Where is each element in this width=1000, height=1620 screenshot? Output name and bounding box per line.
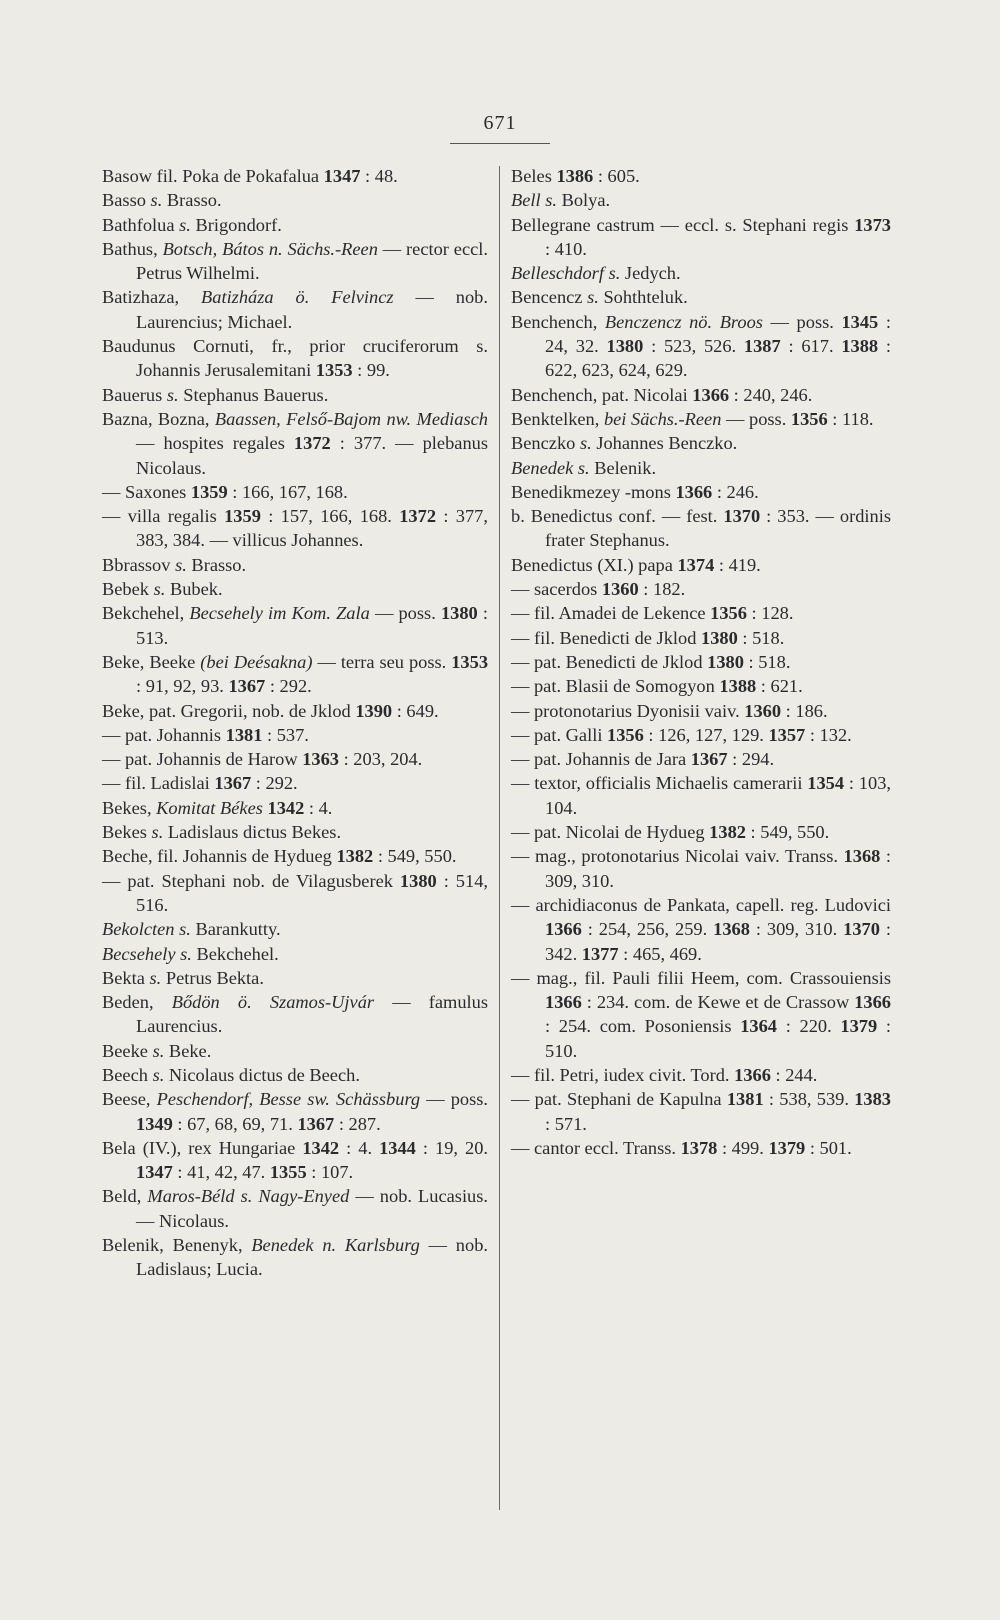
entry-segment: 1356 [710, 603, 747, 624]
entry-segment: Belleschdorf [511, 263, 604, 284]
entry-segment: 1363 [302, 749, 339, 770]
entry-segment: : 244. [770, 1064, 818, 1085]
entry-segment: Johannes Benczko. [591, 433, 738, 454]
index-entry [102, 407, 488, 480]
entry-segment: 1368 [713, 919, 750, 940]
entry-segment: 1379 [840, 1016, 878, 1037]
entry-segment: : 353. — ordinis frater Stephanus. [545, 506, 891, 551]
entry-segment: : 518. [737, 627, 785, 648]
entry-segment: — pat. Johannis de Jara [511, 749, 691, 770]
entry-segment: 1370 [843, 919, 880, 940]
entry-segment: : 132. [805, 724, 852, 745]
entry-segment: — pat. Stephani de Kapulna [511, 1089, 727, 1110]
index-entry [102, 917, 488, 941]
entry-segment: 1387 [743, 336, 781, 357]
entry-segment: 1388 [841, 336, 879, 357]
entry-segment: : 41, 42, 47. [172, 1162, 270, 1183]
index-entry [102, 966, 488, 990]
entry-segment: 1364 [740, 1016, 777, 1037]
entry-segment: Benchench, pat. Nicolai [511, 384, 693, 405]
index-column-left [102, 164, 488, 1282]
index-entry [511, 213, 891, 262]
entry-segment: — villa regalis [102, 506, 225, 527]
entry-segment: : 605. [593, 166, 640, 186]
entry-segment: Belenik, Benenyk, [102, 1235, 252, 1256]
index-entry [511, 674, 891, 698]
entry-segment: Benedictus (XI.) papa [511, 554, 678, 575]
entry-segment: : 410. [545, 238, 587, 259]
entry-segment: Stephanus Bauerus. [178, 384, 329, 405]
entry-segment: Beeke [102, 1040, 153, 1061]
entry-segment: — poss. [721, 408, 791, 429]
entry-segment: : 518. [743, 651, 791, 672]
entry-segment: Baassen, Felső-Bajom nw. Mediasch [214, 408, 488, 429]
entry-segment: 1367 [214, 773, 252, 794]
entry-segment: 1347 [136, 1162, 173, 1183]
entry-segment: : 67, 68, 69, 71. [172, 1113, 298, 1134]
entry-segment: : 419. [714, 554, 761, 575]
entry-segment: s. [179, 214, 191, 235]
index-entry [102, 1039, 488, 1063]
index-entry [511, 188, 891, 212]
index-entry [102, 164, 488, 188]
index-entry [102, 383, 488, 407]
entry-segment: Bela (IV.), rex Hungariae [102, 1137, 303, 1158]
entry-segment: 1360 [744, 700, 782, 721]
entry-segment: Beese, [102, 1089, 157, 1110]
entry-segment: Benktelken, [511, 408, 604, 429]
entry-segment: 1366 [692, 384, 730, 405]
entry-segment: : 128. [746, 603, 794, 624]
entry-segment: Bauerus [102, 384, 167, 405]
entry-segment: : 246. [712, 481, 759, 502]
entry-segment: Bbrassov [102, 554, 176, 575]
entry-segment: 1367 [228, 676, 266, 697]
entry-segment: 1370 [723, 506, 761, 527]
entry-segment: Batizhaza, [102, 287, 202, 308]
entry-segment: 1380 [606, 336, 644, 357]
entry-segment: : 254, 256, 259. [581, 919, 714, 940]
entry-segment: : 203, 204. [339, 749, 423, 770]
entry-segment: 1374 [677, 554, 715, 575]
entry-segment: : 91, 92, 93. [136, 676, 229, 697]
index-entry [511, 577, 891, 601]
entry-segment: Bekolcten [102, 919, 175, 940]
entry-segment: 1366 [545, 992, 582, 1013]
entry-segment: — pat. Stephani nob. de Vilagusberek [102, 870, 400, 891]
index-entry [511, 310, 891, 383]
entry-segment: Benedek [511, 457, 574, 478]
index-entry [102, 1184, 488, 1233]
page-number: 671 [483, 112, 517, 134]
entry-segment: 1380 [399, 870, 437, 891]
entry-segment: Bolya. [557, 190, 611, 211]
entry-segment: — pat. Nicolai de Hydueg [511, 822, 710, 843]
entry-segment: s. [175, 554, 187, 575]
index-entry [102, 942, 488, 966]
index-entry [102, 577, 488, 601]
entry-segment: Beech [102, 1064, 153, 1085]
entry-segment: Becsehely im Kom. Zala [189, 603, 370, 624]
entry-segment: : 292. [265, 676, 312, 697]
entry-segment: : 523, 526. [643, 336, 744, 357]
entry-segment: — fil. Petri, iudex civit. Tord. [511, 1064, 735, 1085]
entry-segment: 1377 [581, 943, 619, 964]
index-entry [511, 650, 891, 674]
entry-segment: Jedych. [620, 263, 681, 284]
entry-segment: b. Benedictus conf. — fest. [511, 506, 724, 527]
entry-segment: Beche, fil. Johannis de Hydueg [102, 846, 337, 867]
entry-segment: Bell [511, 190, 541, 211]
entry-segment: Nicolaus dictus de Beech. [164, 1064, 360, 1085]
entry-segment: : 234. com. de Kewe et de Crassow [581, 992, 855, 1013]
entry-segment: : 118. [827, 408, 874, 429]
entry-segment: 1379 [768, 1137, 806, 1158]
entry-segment: Beles [511, 166, 557, 186]
entry-segment: — Saxones [102, 481, 191, 502]
entry-segment: 1359 [224, 506, 261, 527]
entry-segment: Bekes, [102, 797, 157, 818]
entry-segment: 1381 [225, 724, 263, 745]
entry-segment: s. [150, 190, 163, 211]
entry-segment: 1366 [545, 919, 582, 940]
index-entry [511, 1087, 891, 1136]
index-column-right [511, 164, 891, 1160]
index-entry [511, 844, 891, 893]
entry-segment: : 220. [777, 1016, 841, 1037]
entry-segment: s. [152, 1064, 165, 1085]
entry-segment: 1388 [719, 676, 757, 697]
entry-segment: — nob. Laurencius; Michael. [136, 287, 488, 332]
entry-segment: Brigondorf. [190, 214, 282, 235]
entry-segment: — pat. Galli [511, 724, 608, 745]
index-entry [102, 553, 488, 577]
index-entry [102, 869, 488, 918]
entry-segment: Beke. [164, 1040, 212, 1061]
entry-segment: 1367 [297, 1113, 335, 1134]
entry-segment: : 48. [360, 166, 398, 186]
entry-segment: — mag., protonotarius Nicolai vaiv. Transs. [511, 846, 844, 867]
entry-segment: 1353 [451, 651, 489, 672]
entry-segment: 1390 [355, 700, 393, 721]
entry-segment: s. [166, 384, 179, 405]
index-entry [511, 504, 891, 553]
entry-segment: 1378 [680, 1137, 718, 1158]
entry-segment: 1344 [379, 1137, 416, 1158]
entry-segment: Basow fil. Poka de Pokafalua [102, 166, 324, 186]
entry-segment: 1383 [854, 1089, 891, 1110]
entry-segment: : 342. [545, 919, 891, 964]
index-entry [511, 601, 891, 625]
entry-segment: — pat. Blasii de Somogyon [511, 676, 720, 697]
entry-segment: 1356 [607, 724, 644, 745]
index-entry [511, 966, 891, 1063]
entry-segment: 1382 [336, 846, 374, 867]
entry-segment: : 99. [352, 360, 390, 381]
entry-segment: s. [153, 579, 166, 600]
entry-segment: Bathfolua [102, 214, 180, 235]
entry-segment: : 294. [727, 749, 775, 770]
index-entry [102, 237, 488, 286]
entry-segment: Belenik. [589, 457, 657, 478]
entry-segment: Baudunus Cornuti, fr., prior cruciferorum s. Johannis Jerusalemitani [102, 336, 488, 381]
entry-segment: : 621. [756, 676, 803, 697]
entry-segment: Benchench, [511, 311, 605, 332]
entry-segment: Peschendorf, Besse sw. Schässburg [156, 1089, 421, 1110]
entry-segment: Brasso. [186, 554, 247, 575]
index-entry [102, 990, 488, 1039]
entry-segment: Bekchehel. [191, 943, 279, 964]
entry-segment: 1366 [854, 992, 891, 1013]
index-entry [102, 1233, 488, 1282]
entry-segment: 1372 [399, 506, 437, 527]
entry-segment: Benedikmezey -mons [511, 481, 676, 502]
entry-segment: : 287. [334, 1113, 381, 1134]
entry-segment: Ladislaus dictus Bekes. [163, 822, 342, 843]
index-entry [102, 796, 488, 820]
index-entry [511, 261, 891, 285]
index-entry [102, 650, 488, 699]
entry-segment: Komitat Békes [156, 797, 263, 818]
entry-segment: — cantor eccl. Transs. [511, 1137, 681, 1158]
entry-segment: 1342 [267, 797, 305, 818]
index-entry [511, 553, 891, 577]
index-entry [102, 188, 488, 212]
entry-segment: 1353 [315, 360, 353, 381]
entry-segment: : 465, 469. [618, 943, 702, 964]
entry-segment: 1349 [136, 1113, 173, 1134]
index-entry [511, 431, 891, 455]
entry-segment: — fil. Benedicti de Jklod [511, 627, 702, 648]
entry-segment: Beke, pat. Gregorii, nob. de Jklod [102, 700, 356, 721]
index-entry [102, 844, 488, 868]
entry-segment: : 103, 104. [545, 773, 891, 818]
entry-segment: 1386 [556, 166, 594, 186]
entry-segment: : 254. com. Posoniensis [545, 1016, 741, 1037]
entry-segment: : 549, 550. [745, 822, 830, 843]
entry-segment: Bekchehel, [102, 603, 190, 624]
entry-segment: — poss. [420, 1089, 489, 1110]
entry-segment: — pat. Johannis de Harow [102, 749, 303, 770]
entry-segment: : 617. [780, 336, 842, 357]
index-entry [511, 626, 891, 650]
entry-segment: : 501. [805, 1137, 852, 1158]
entry-segment: — nob. Lucasius. — Nicolaus. [136, 1186, 489, 1231]
index-entry [511, 1136, 891, 1160]
index-entry [102, 1087, 488, 1136]
entry-segment: : 377. — plebanus Nicolaus. [136, 433, 488, 478]
entry-segment: Bubek. [165, 579, 223, 600]
entry-segment: 1345 [841, 311, 879, 332]
entry-segment: 1380 [440, 603, 478, 624]
page-number-rule [450, 143, 550, 144]
entry-segment: — archidiaconus de Pankata, capell. reg. Ludovici [511, 894, 891, 915]
index-entry [102, 747, 488, 771]
entry-segment: — fil. Ladislai [102, 773, 215, 794]
index-entry [511, 407, 891, 431]
entry-segment: s. [577, 457, 590, 478]
entry-segment: 1368 [843, 846, 881, 867]
entry-segment: — protonotarius Dyonisii vaiv. [511, 700, 745, 721]
index-entry [102, 699, 488, 723]
entry-segment: : 157, 166, 168. [260, 506, 400, 527]
entry-segment: 1347 [323, 166, 361, 186]
entry-segment: : 182. [638, 579, 686, 600]
index-entry [511, 893, 891, 966]
entry-segment: s. [579, 433, 592, 454]
entry-segment: s. [149, 967, 162, 988]
entry-segment: — rector eccl. Petrus Wilhelmi. [136, 238, 488, 284]
entry-segment: 1366 [734, 1064, 771, 1085]
entry-segment: Barankutty. [190, 919, 281, 940]
column-divider [499, 166, 500, 1510]
entry-segment: 1354 [807, 773, 845, 794]
entry-segment: Maros-Béld s. Nagy-Enyed [147, 1186, 350, 1207]
entry-segment: Benedek n. Karlsburg [251, 1235, 420, 1256]
entry-segment: : 499. [717, 1137, 769, 1158]
entry-segment: Bekes [102, 822, 152, 843]
index-entry [511, 383, 891, 407]
entry-segment: Bathus, [102, 238, 163, 259]
entry-segment: 1380 [701, 627, 738, 648]
entry-segment: bei Sächs.-Reen [603, 408, 722, 429]
index-entry [102, 285, 488, 334]
entry-segment: Beke, Beeke [102, 651, 201, 672]
entry-segment: Bekta [102, 967, 150, 988]
index-entry [102, 601, 488, 650]
index-entry [102, 480, 488, 504]
entry-segment: Becsehely [102, 943, 176, 964]
entry-segment: : 537. [262, 724, 309, 745]
entry-segment: — nob. Ladislaus; Lucia. [136, 1235, 488, 1280]
entry-segment: Bellegrane castrum — eccl. s. Stephani regis [511, 214, 855, 235]
index-entry [102, 334, 488, 383]
entry-segment: 1373 [854, 214, 891, 235]
index-entry [102, 723, 488, 747]
entry-segment: — mag., fil. Pauli filii Heem, com. Crassouiensis [511, 967, 891, 988]
entry-segment: — fil. Amadei de Lekence [511, 603, 711, 624]
entry-segment: Bebek [102, 579, 154, 600]
entry-segment: — terra seu poss. [312, 651, 452, 672]
entry-segment: — poss. [762, 311, 842, 332]
entry-segment: 1356 [790, 408, 828, 429]
entry-segment: : 309, 310. [749, 919, 844, 940]
entry-segment: — textor, officialis Michaelis camerarii [511, 773, 808, 794]
entry-segment: (bei Deésakna) [200, 651, 313, 672]
entry-segment: 1380 [707, 651, 744, 672]
index-entry [511, 285, 891, 309]
index-entry [102, 771, 488, 795]
entry-segment: : 513. [136, 603, 488, 648]
entry-segment: — poss. [369, 603, 441, 624]
entry-segment: : 240, 246. [729, 384, 813, 405]
index-entry [511, 820, 891, 844]
index-entry [102, 1136, 488, 1185]
entry-segment: Beden, [102, 992, 172, 1013]
index-entry [511, 480, 891, 504]
entry-segment: : 4. [304, 797, 333, 818]
entry-segment: — hospites regales [136, 433, 294, 454]
entry-segment: : 166, 167, 168. [227, 481, 348, 502]
index-entry [511, 723, 891, 747]
entry-segment: Brasso. [162, 190, 222, 211]
index-entry [511, 456, 891, 480]
index-entry [102, 213, 488, 237]
entry-segment: s. [179, 919, 191, 940]
entry-segment: Benczko [511, 433, 580, 454]
index-entry [511, 1063, 891, 1087]
entry-segment: 1367 [690, 749, 728, 770]
entry-segment: : 24, 32. [545, 311, 891, 357]
entry-segment: s. [152, 1040, 165, 1061]
index-entry [511, 747, 891, 771]
entry-segment: s. [151, 822, 164, 843]
entry-segment: Botsch, Bátos n. Sächs.-Reen [162, 238, 378, 259]
entry-segment: Beld, [102, 1186, 148, 1207]
entry-segment: : 126, 127, 129. [643, 724, 769, 745]
entry-segment: : 549, 550. [373, 846, 457, 867]
entry-segment: : 4. [339, 1137, 380, 1158]
entry-segment: 1359 [190, 481, 228, 502]
entry-segment: : 309, 310. [545, 846, 891, 891]
entry-segment: Batizháza ö. Felvincz [201, 287, 394, 308]
index-entry [511, 699, 891, 723]
entry-segment: : 107. [306, 1162, 354, 1183]
entry-segment: 1360 [601, 579, 639, 600]
entry-segment: Basso [102, 190, 151, 211]
entry-segment: Bazna, Bozna, [102, 408, 215, 429]
entry-segment: : 649. [392, 700, 439, 721]
entry-segment: — pat. Benedicti de Jklod [511, 651, 708, 672]
entry-segment: — famulus Laurencius. [136, 992, 488, 1037]
entry-segment: Sohthteluk. [598, 287, 688, 308]
entry-segment: Bencencz [511, 287, 588, 308]
entry-segment: Bődön ö. Szamos-Ujvár [171, 992, 375, 1013]
entry-segment: 1382 [709, 822, 746, 843]
entry-segment: 1342 [302, 1137, 340, 1158]
entry-segment: : 514, 516. [136, 870, 488, 915]
entry-segment: 1366 [675, 481, 713, 502]
index-entry [511, 164, 891, 188]
entry-segment: s. [545, 190, 557, 211]
entry-segment: 1372 [293, 433, 331, 454]
index-entry [102, 504, 488, 553]
entry-segment: 1355 [269, 1162, 307, 1183]
index-entry [511, 771, 891, 820]
entry-segment: : 538, 539. [763, 1089, 855, 1110]
entry-segment: 1357 [768, 724, 806, 745]
entry-segment: — pat. Johannis [102, 724, 226, 745]
entry-segment: 1381 [726, 1089, 764, 1110]
entry-segment: s. [587, 287, 599, 308]
entry-segment: Petrus Bekta. [161, 967, 264, 988]
index-entry [102, 1063, 488, 1087]
entry-segment: : 622, 623, 624, 629. [545, 336, 891, 381]
entry-segment: : 292. [251, 773, 298, 794]
entry-segment: : 571. [545, 1113, 587, 1134]
entry-segment: : 510. [545, 1016, 891, 1061]
entry-segment: s. [608, 263, 621, 284]
entry-segment: : 186. [781, 700, 828, 721]
entry-segment: : 19, 20. [415, 1137, 488, 1158]
entry-segment: Benczencz nö. Broos [604, 311, 763, 332]
index-entry [102, 820, 488, 844]
entry-segment: : 377, 383, 384. — villicus Johannes. [136, 506, 488, 551]
entry-segment: — sacerdos [511, 579, 602, 600]
entry-segment: s. [180, 943, 192, 964]
